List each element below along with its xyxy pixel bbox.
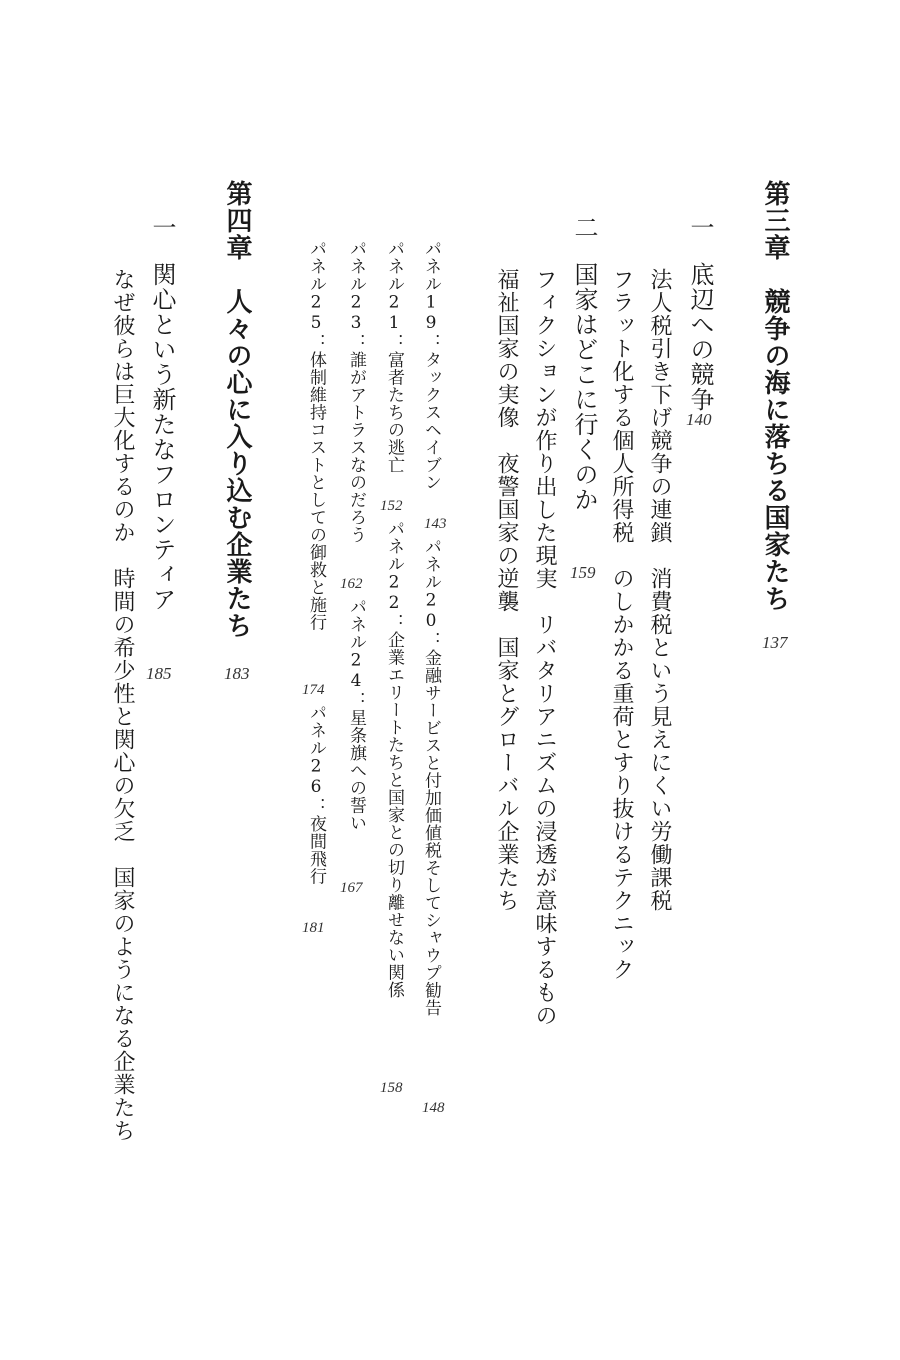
panel-20-page: 148 (422, 1100, 445, 1116)
panel-20: パネル20：金融サービスと付加価値税そしてシャウプ勧告 (421, 538, 441, 1017)
panel-21: パネル21：富者たちの逃亡 (384, 240, 404, 474)
panel-26: パネル26：夜間飛行 (306, 704, 326, 885)
panel-26-page: 181 (302, 920, 325, 936)
ch4-sec1-page: 185 (146, 664, 172, 683)
panel-23-page: 162 (340, 576, 363, 592)
ch3-sec1-line2: フラット化する個人所得税 のしかかる重荷とすり抜けるテクニック (609, 268, 634, 981)
panel-24: パネル24：星条旗への誓い (346, 598, 366, 832)
ch3-sec1-title: 底辺への競争 (686, 262, 714, 412)
ch3-sec2-marker: 二 (570, 215, 598, 240)
panel-25-page: 174 (302, 682, 325, 698)
ch3-sec1-page: 140 (686, 410, 712, 429)
panel-24-page: 167 (340, 880, 363, 896)
chapter4-page: 183 (224, 664, 250, 683)
ch3-sec2-line1: フィクションが作り出した現実 リバタリアニズムの浸透が意味するもの (532, 268, 557, 1027)
ch3-sec2-page: 159 (570, 563, 596, 582)
panel-19: パネル19：タックスヘイブン (421, 240, 441, 491)
panel-22: パネル22：企業エリートたちと国家との切り離せない関係 (384, 520, 404, 999)
panel-21-page: 152 (380, 498, 403, 514)
ch4-sec1-line1: なぜ彼らは巨大化するのか 時間の希少性と関心の欠乏 国家のようになる企業たち (110, 268, 135, 1142)
ch3-sec2-title: 国家はどこに行くのか (570, 262, 598, 512)
chapter3-heading: 第三章 競争の海に落ちる国家たち (760, 180, 790, 612)
chapter3-page: 137 (762, 633, 788, 652)
ch4-sec1-marker: 一 (148, 215, 176, 240)
ch4-sec1-title: 関心という新たなフロンティア (148, 262, 176, 612)
ch3-sec1-line1: 法人税引き下げ競争の連鎖 消費税という見えにくい労働課税 (647, 268, 672, 912)
panel-22-page: 158 (380, 1080, 403, 1096)
panel-19-page: 143 (424, 516, 447, 532)
ch3-sec1-marker: 一 (686, 215, 714, 240)
panel-25: パネル25：体制維持コストとしての御救と施行 (306, 240, 326, 631)
chapter4-heading: 第四章 人々の心に入り込む企業たち (222, 180, 252, 639)
panel-23: パネル23：誰がアトラスなのだろう (346, 240, 366, 544)
ch3-sec2-line2: 福祉国家の実像 夜警国家の逆襲 国家とグローバル企業たち (494, 268, 519, 912)
